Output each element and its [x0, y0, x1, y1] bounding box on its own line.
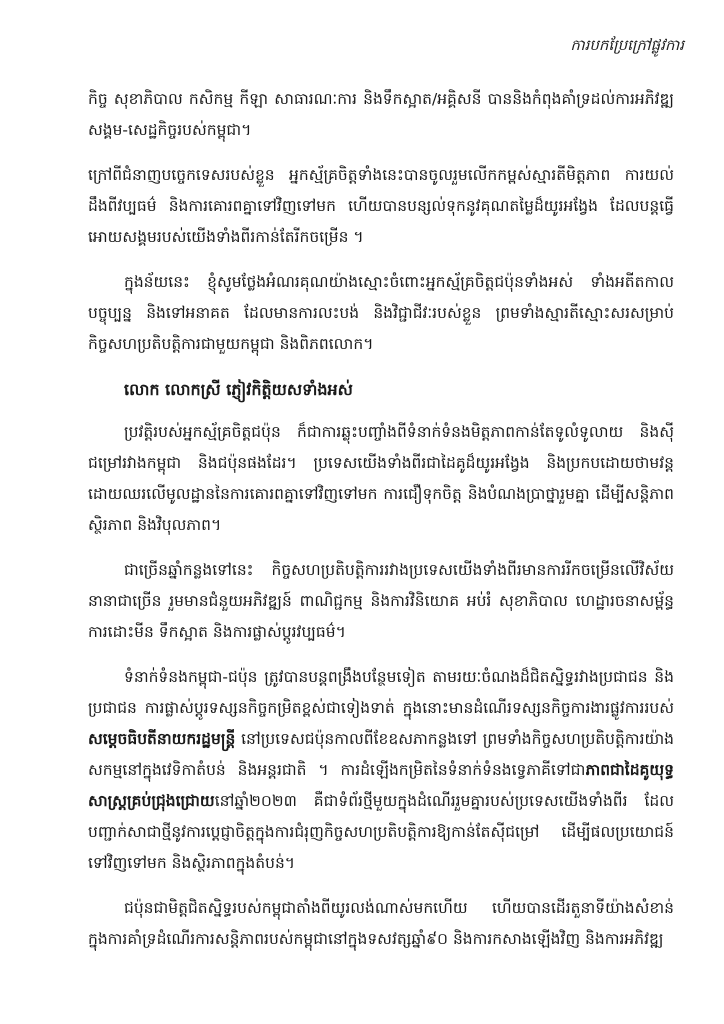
- paragraph-5: ជាច្រើនឆ្នាំកន្លងទៅនេះ កិច្ចសហប្រតិបត្តិការរវាងប្រទេសយើងទាំងពីរមានការរីកចម្រើនលើវិស័យនានាជាច្រើន រួមមានជំនួយអភិវឌ្ឍន៍ ពាណិជ្ជកម្ម និងការវិនិយោគ អប់រំ សុខាភិបាល ហេដ្ឋារចនាសម្ព័ន្ធ ការដោះមីន ទឹកស្អាត និងការផ្លាស់ប្តូរវប្បធម៌។: [88, 561, 674, 641]
- paragraph-1: កិច្ច សុខាភិបាល កសិកម្ម កីឡា សាធារណៈការ និងទឹកស្អាត/អគ្គិសនី បាននិងកំពុងគាំទ្រដល់ការអភិវឌ្ឍសង្គម-សេដ្ឋកិច្ចរបស់កម្ពុជា។: [88, 90, 674, 139]
- paragraph-3: ក្នុងន័យនេះ ខ្ញុំសូមថ្លែងអំណរគុណយ៉ាងស្មោះចំពោះអ្នកស្ម័គ្រចិត្តជប៉ុនទាំងអស់ ទាំងអតីតកាល បច្ចុប្បន្ន និងទៅអនាគត ដែលមានការលះបង់ និងវិជ្ជាជីវៈរបស់ខ្លួន ព្រមទាំងស្មារតីស្មោះសរសម្រាប់កិច្ចសហប្រតិបត្តិការជាមួយកម្ពុជា និងពិភពលោក។: [88, 273, 674, 353]
- running-header: ការបកប្រែក្រៅផ្លូវការ: [570, 36, 684, 54]
- paragraph-6-text-c: នៅប្រទេសជប៉ុនកាលពីខែឧសភាកន្លងទៅ ព្រមទាំងកិច្ចសហប្រតិបត្តិការយ៉ាងសកម្មនៅក្នុងវេទិកាតំបន់ និងអន្តរជាតិ ។ ការដំឡើងកម្រិតនៃទំនាក់ទំនងទ្វេភាគីទៅជា: [88, 730, 674, 779]
- paragraph-6-bold-prime-minister: សម្តេចធិបតីនាយករដ្ឋមន្ត្រី: [88, 730, 236, 748]
- paragraph-6: [88, 662, 674, 879]
- paragraph-7: ជប៉ុនជាមិត្តជិតស្និទ្ធរបស់កម្ពុជាតាំងពីយូរលង់ណាស់មកហើយ ហើយបានដើរតួនាទីយ៉ាងសំខាន់ក្នុងការគាំទ្រដំណើរការសន្តិភាពរបស់កម្ពុជានៅក្នុងទសវត្សឆ្នាំ៩០ និងការកសាងឡើងវិញ និងការអភិវឌ្ឍ: [88, 899, 674, 948]
- paragraph-2: ក្រៅពីជំនាញបច្ចេកទេសរបស់ខ្លួន អ្នកស្ម័គ្រចិត្តទាំងនេះបានចូលរួមលើកកម្ពស់ស្មារតីមិត្តភាព ការយល់ដឹងពីវប្បធម៌ និងការគោរពគ្នាទៅវិញទៅមក ហើយបានបន្សល់ទុកនូវគុណតម្លៃដ៏យូរអង្វែង ដែលបន្តធ្វើអោយសង្គមរបស់យើងទាំងពីរកាន់តែរីកចម្រើន ។: [88, 166, 674, 246]
- paragraph-6-text-e: នៅឆ្នាំ២០២៣ គឺជាទំព័រថ្មីមួយក្នុងដំណើររួមគ្នារបស់ប្រទេសយើងទាំងពីរ ដែលបញ្ជាក់សាជាថ្មីនូវការប្តេជ្ញាចិត្តក្នុងការជំរុញកិច្ចសហប្រតិបត្តិការឱ្យកាន់តែស៊ីជម្រៅ ដើម្បីផលប្រយោជន៍ទៅវិញទៅមក និងស្ថិរភាពក្នុងតំបន់។: [88, 792, 674, 872]
- paragraph-4: ប្រវត្តិរបស់អ្នកស្ម័គ្រចិត្តជប៉ុន ក៏ជាការឆ្លុះបញ្ចាំងពីទំនាក់ទំនងមិត្តភាពកាន់តែទូលំទូលាយ និងស៊ីជម្រៅរវាងកម្ពុជា និងជប៉ុនផងដែរ។ ប្រទេសយើងទាំងពីរជាដៃគូដ៏យូរអង្វែង និងប្រកបដោយថាមវន្ត ដោយឈរលើមូលដ្ឋាននៃការគោរពគ្នាទៅវិញទៅមក ការជឿទុកចិត្ត និងបំណងប្រាថ្នារួមគ្នា ដើម្បីសន្តិភាព ស្ថិរភាព និងវិបុលភាព។: [88, 423, 674, 534]
- paragraph-6-text-a: ទំនាក់ទំនងកម្ពុជា-ជប៉ុន ត្រូវបានបន្តពង្រឹងបន្ថែមទៀត តាមរយៈចំណងដ៏ជិតស្និទ្ធរវាងប្រជាជន និងប្រជាជន ការផ្លាស់ប្តូរទស្សនកិច្ចកម្រិតខ្ពស់ជាទៀងទាត់ ក្នុងនោះមានដំណើរទស្សនកិច្ចការងារផ្លូវការរបស់: [88, 668, 674, 717]
- salutation-heading: លោក លោកស្រី ភ្ញៀវកិត្តិយសទាំងអស់: [124, 380, 353, 399]
- paragraph-6-bold-partnership: ភាពជាដៃគូយុទ្ធសាស្ត្រគ្រប់ជ្រុងជ្រោយ: [88, 761, 674, 810]
- document-body: [88, 84, 674, 969]
